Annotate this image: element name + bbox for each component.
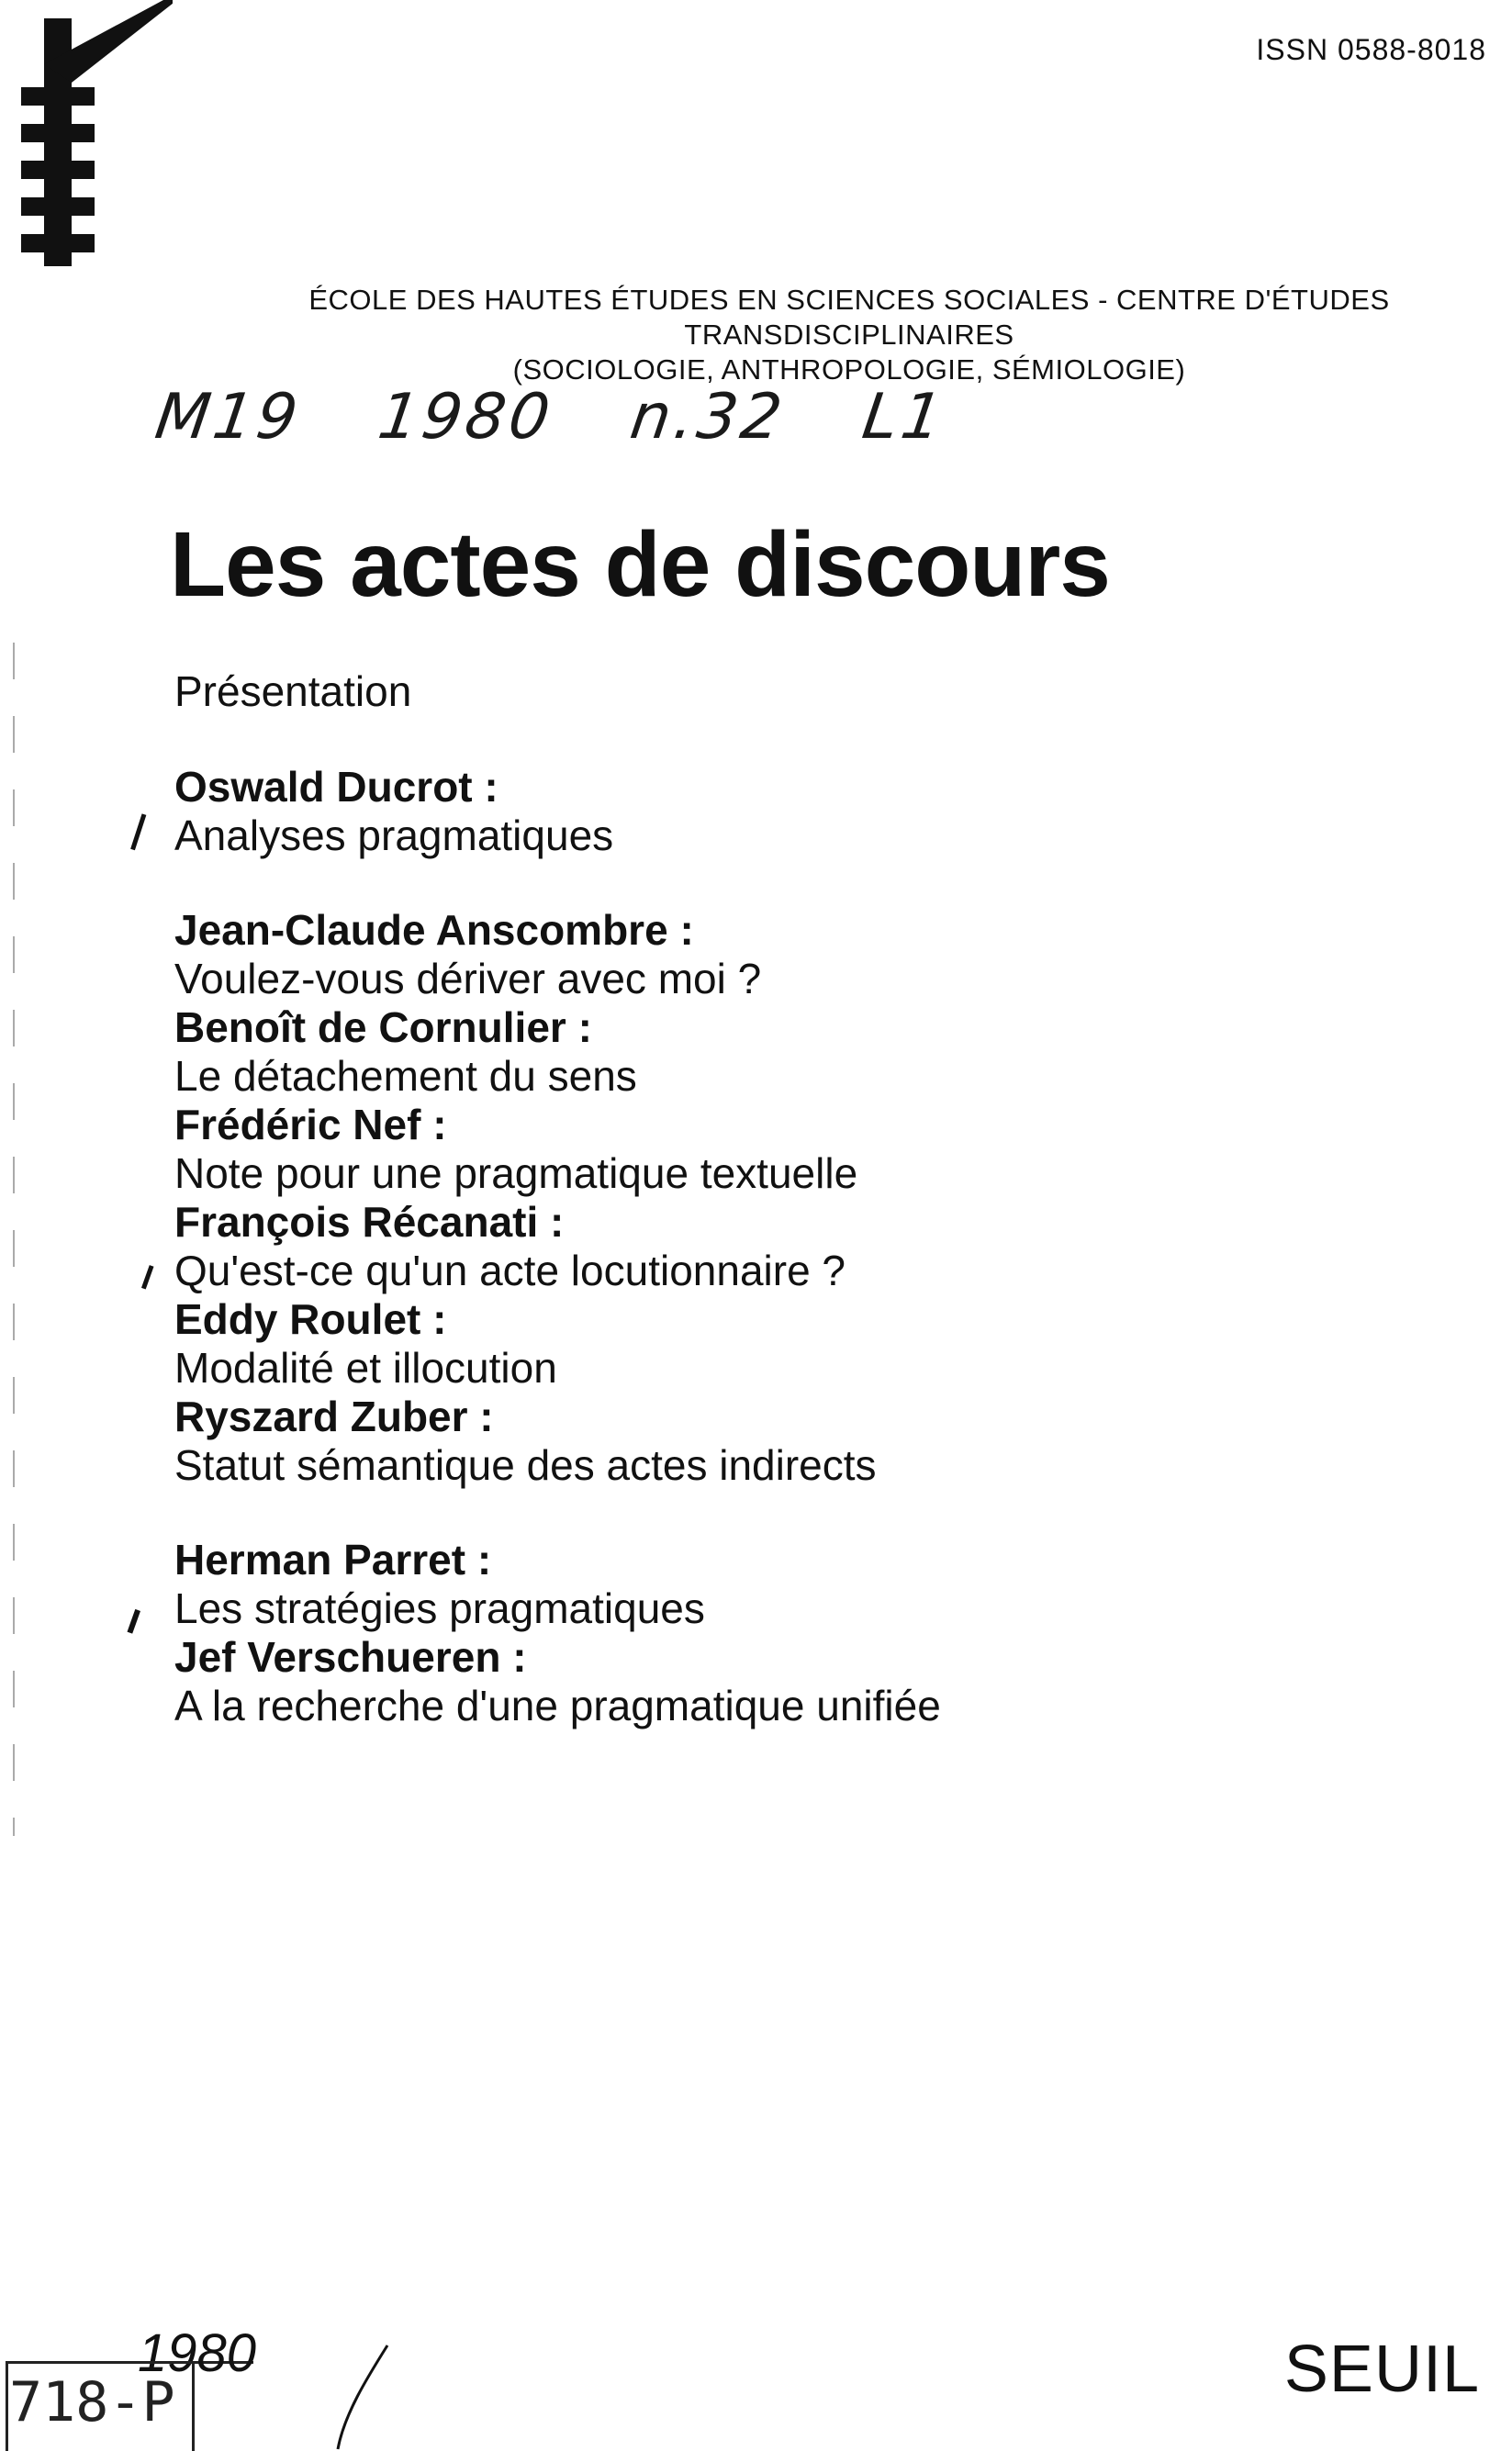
article-author: Jean-Claude Anscombre : — [174, 906, 694, 954]
article-entry — [174, 1198, 1368, 1295]
article-title: A la recherche d'une pragmatique unifiée — [174, 1682, 941, 1729]
article-entry — [174, 1536, 1368, 1633]
institution-header — [211, 283, 1487, 387]
article-title: Les stratégies pragmatiques — [174, 1584, 705, 1632]
article-author: Ryszard Zuber : — [174, 1393, 494, 1440]
article-entry — [174, 1393, 1368, 1490]
institution-disciplines: (SOCIOLOGIE, ANTHROPOLOGIE, SÉMIOLOGIE) — [512, 353, 1186, 386]
journal-logo-icon — [17, 0, 173, 275]
handwritten-tick-icon — [129, 1258, 166, 1295]
article-entry — [174, 1295, 1368, 1393]
article-entry — [174, 1003, 1368, 1101]
article-entry — [174, 763, 1368, 860]
article-author: Benoît de Cornulier : — [174, 1003, 592, 1051]
article-entry — [174, 906, 1368, 1003]
article-author: Oswald Ducrot : — [174, 763, 498, 811]
article-author: Jef Verschueren : — [174, 1633, 527, 1681]
article-title: Qu'est-ce qu'un acte locutionnaire ? — [174, 1247, 846, 1294]
presentation-heading: Présentation — [174, 667, 412, 715]
publication-year: 1980 — [138, 2323, 257, 2383]
publisher-name: SEUIL — [1283, 2333, 1480, 2406]
article-title: Le détachement du sens — [174, 1052, 637, 1100]
article-title: Note pour une pragmatique textuelle — [174, 1149, 858, 1197]
article-title: Statut sémantique des actes indirects — [174, 1441, 877, 1489]
article-entry — [174, 1101, 1368, 1198]
article-author: Eddy Roulet : — [174, 1295, 447, 1343]
handwritten-tick-icon — [115, 1602, 152, 1640]
issn-number: ISSN 0588-8018 — [1256, 33, 1486, 66]
institution-name: ÉCOLE DES HAUTES ÉTUDES EN SCIENCES SOCIALES - CENTRE D'ÉTUDES TRANSDISCIPLINAIRES — [308, 284, 1390, 351]
pen-stroke-icon — [330, 2341, 395, 2451]
handwritten-shelf-reference: M19 1980 n.32 L1 — [151, 381, 951, 453]
article-title: Voulez-vous dériver avec moi ? — [174, 955, 762, 1002]
article-author: Frédéric Nef : — [174, 1101, 447, 1148]
scan-margin-line — [13, 643, 15, 1836]
library-stamp-code: 718-P — [9, 2370, 175, 2434]
article-entry — [174, 1633, 1368, 1730]
page-title: Les actes de discours — [170, 513, 1110, 616]
article-author: François Récanati : — [174, 1198, 565, 1246]
handwritten-tick-icon — [113, 806, 163, 856]
article-title: Modalité et illocution — [174, 1344, 557, 1392]
article-group-3 — [174, 1536, 1368, 1730]
article-group-2 — [174, 906, 1368, 1490]
table-of-contents — [174, 666, 1368, 1730]
article-group-1 — [174, 763, 1368, 860]
article-author: Herman Parret : — [174, 1536, 492, 1584]
article-title: Analyses pragmatiques — [174, 811, 614, 859]
